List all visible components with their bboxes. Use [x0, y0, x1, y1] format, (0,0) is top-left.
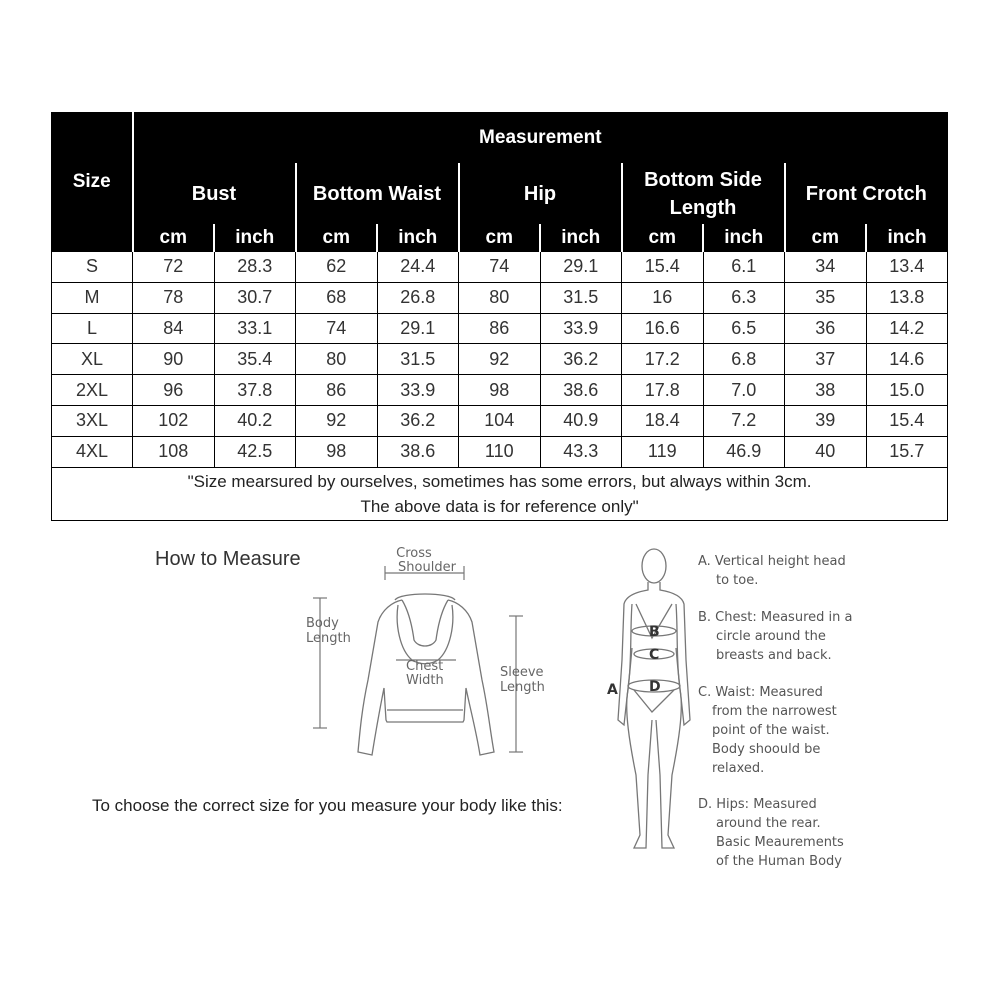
value-cell: 6.5	[703, 313, 785, 344]
category-header: Bottom Side Length	[622, 164, 785, 225]
cross-shoulder-label-2: Shoulder	[398, 560, 456, 575]
value-cell: 7.2	[703, 405, 785, 436]
chest-width-label-2: Width	[406, 673, 444, 688]
table-row	[52, 375, 948, 406]
value-cell: 33.9	[377, 375, 459, 406]
value-cell: 17.2	[622, 344, 704, 375]
table-row	[52, 344, 948, 375]
table-row	[52, 436, 948, 467]
letter-b: B	[649, 624, 660, 640]
value-cell: 39	[785, 405, 867, 436]
legend-d-line: Basic Meaurements	[716, 835, 844, 850]
legend-b	[698, 608, 878, 665]
value-cell: 38.6	[377, 436, 459, 467]
value-cell: 35	[785, 282, 867, 313]
size-chart-table	[51, 112, 948, 521]
value-cell: 40.2	[214, 405, 296, 436]
legend-d-line: of the Human Body	[716, 854, 842, 869]
value-cell: 38.6	[540, 375, 622, 406]
value-cell: 26.8	[377, 282, 459, 313]
unit-header: inch	[540, 225, 622, 252]
table-row	[52, 252, 948, 283]
value-cell: 31.5	[377, 344, 459, 375]
value-cell: 90	[133, 344, 215, 375]
value-cell: 102	[133, 405, 215, 436]
value-cell: 18.4	[622, 405, 704, 436]
value-cell: 13.8	[866, 282, 948, 313]
value-cell: 29.1	[540, 252, 622, 283]
value-cell: 84	[133, 313, 215, 344]
value-cell: 37.8	[214, 375, 296, 406]
letter-c: C	[649, 647, 660, 663]
legend-d-line: D. Hips: Measured	[698, 797, 817, 812]
unit-header: cm	[133, 225, 215, 252]
value-cell: 78	[133, 282, 215, 313]
value-cell: 33.9	[540, 313, 622, 344]
value-cell: 40.9	[540, 405, 622, 436]
legend-a-line: to toe.	[716, 573, 759, 588]
legend-c	[698, 683, 878, 778]
value-cell: 80	[459, 282, 541, 313]
table-row	[52, 313, 948, 344]
legend-b-line: circle around the	[716, 629, 826, 644]
value-cell: 17.8	[622, 375, 704, 406]
reference-note-line2: The above data is for reference only"	[360, 496, 639, 516]
legend-b-line: breasts and back.	[716, 648, 832, 663]
letter-d: D	[649, 679, 661, 695]
body-length-label-1: Body	[306, 616, 339, 631]
letter-a: A	[607, 682, 618, 698]
measurement-header: Measurement	[133, 113, 948, 164]
value-cell: 92	[296, 405, 378, 436]
legend-c-line: relaxed.	[712, 761, 765, 776]
value-cell: 98	[296, 436, 378, 467]
value-cell: 15.0	[866, 375, 948, 406]
value-cell: 16	[622, 282, 704, 313]
body-length-label-2: Length	[306, 631, 351, 646]
size-cell: 3XL	[52, 405, 133, 436]
sleeve-length-label-2: Length	[500, 680, 545, 695]
size-cell: 4XL	[52, 436, 133, 467]
value-cell: 28.3	[214, 252, 296, 283]
size-cell: M	[52, 282, 133, 313]
legend-c-line: point of the waist.	[712, 723, 830, 738]
value-cell: 29.1	[377, 313, 459, 344]
size-cell: S	[52, 252, 133, 283]
value-cell: 42.5	[214, 436, 296, 467]
value-cell: 15.7	[866, 436, 948, 467]
category-header: Bottom Waist	[296, 164, 459, 225]
value-cell: 6.1	[703, 252, 785, 283]
value-cell: 110	[459, 436, 541, 467]
unit-header: cm	[296, 225, 378, 252]
value-cell: 108	[133, 436, 215, 467]
category-header: Hip	[459, 164, 622, 225]
value-cell: 72	[133, 252, 215, 283]
legend-b-line: B. Chest: Measured in a	[698, 610, 853, 625]
value-cell: 7.0	[703, 375, 785, 406]
value-cell: 46.9	[703, 436, 785, 467]
value-cell: 6.3	[703, 282, 785, 313]
unit-header: inch	[214, 225, 296, 252]
value-cell: 119	[622, 436, 704, 467]
value-cell: 38	[785, 375, 867, 406]
legend-d-line: around the rear.	[716, 816, 821, 831]
value-cell: 104	[459, 405, 541, 436]
size-cell: L	[52, 313, 133, 344]
legend-c-line: C. Waist: Measured	[698, 685, 823, 700]
value-cell: 74	[459, 252, 541, 283]
value-cell: 98	[459, 375, 541, 406]
category-header: Bust	[133, 164, 296, 225]
value-cell: 14.2	[866, 313, 948, 344]
value-cell: 15.4	[622, 252, 704, 283]
value-cell: 24.4	[377, 252, 459, 283]
value-cell: 86	[296, 375, 378, 406]
choose-size-instruction: To choose the correct size for you measure your body like this:	[92, 796, 563, 815]
value-cell: 80	[296, 344, 378, 375]
human-body-figure-icon	[618, 549, 690, 848]
unit-header: cm	[622, 225, 704, 252]
table-row	[52, 405, 948, 436]
value-cell: 6.8	[703, 344, 785, 375]
value-cell: 36.2	[540, 344, 622, 375]
cross-shoulder-label-1: Cross	[396, 546, 432, 561]
value-cell: 62	[296, 252, 378, 283]
size-cell: XL	[52, 344, 133, 375]
value-cell: 15.4	[866, 405, 948, 436]
legend-a	[698, 552, 878, 590]
value-cell: 35.4	[214, 344, 296, 375]
size-cell: 2XL	[52, 375, 133, 406]
value-cell: 92	[459, 344, 541, 375]
value-cell: 31.5	[540, 282, 622, 313]
legend-a-line: A. Vertical height head	[698, 554, 846, 569]
value-cell: 14.6	[866, 344, 948, 375]
reference-note	[52, 467, 948, 520]
legend-c-line: Body shoould be	[712, 742, 821, 757]
unit-header: cm	[459, 225, 541, 252]
unit-header: inch	[703, 225, 785, 252]
how-to-measure-title: How to Measure	[155, 548, 301, 570]
value-cell: 96	[133, 375, 215, 406]
value-cell: 86	[459, 313, 541, 344]
sleeve-length-label-1: Sleeve	[500, 665, 544, 680]
value-cell: 43.3	[540, 436, 622, 467]
value-cell: 74	[296, 313, 378, 344]
unit-header: inch	[377, 225, 459, 252]
value-cell: 36.2	[377, 405, 459, 436]
value-cell: 30.7	[214, 282, 296, 313]
chest-width-label-1: Chest	[406, 659, 444, 674]
reference-note-line1: "Size mearsured by ourselves, sometimes has some errors, but always within 3cm.	[187, 471, 812, 491]
value-cell: 34	[785, 252, 867, 283]
value-cell: 33.1	[214, 313, 296, 344]
size-header: Size	[52, 113, 133, 252]
value-cell: 68	[296, 282, 378, 313]
legend-d	[698, 795, 878, 871]
unit-header: cm	[785, 225, 867, 252]
value-cell: 16.6	[622, 313, 704, 344]
value-cell: 37	[785, 344, 867, 375]
table-row	[52, 282, 948, 313]
value-cell: 13.4	[866, 252, 948, 283]
value-cell: 36	[785, 313, 867, 344]
legend-c-line: from the narrowest	[712, 704, 837, 719]
unit-header: inch	[866, 225, 948, 252]
category-header: Front Crotch	[785, 164, 948, 225]
value-cell: 40	[785, 436, 867, 467]
